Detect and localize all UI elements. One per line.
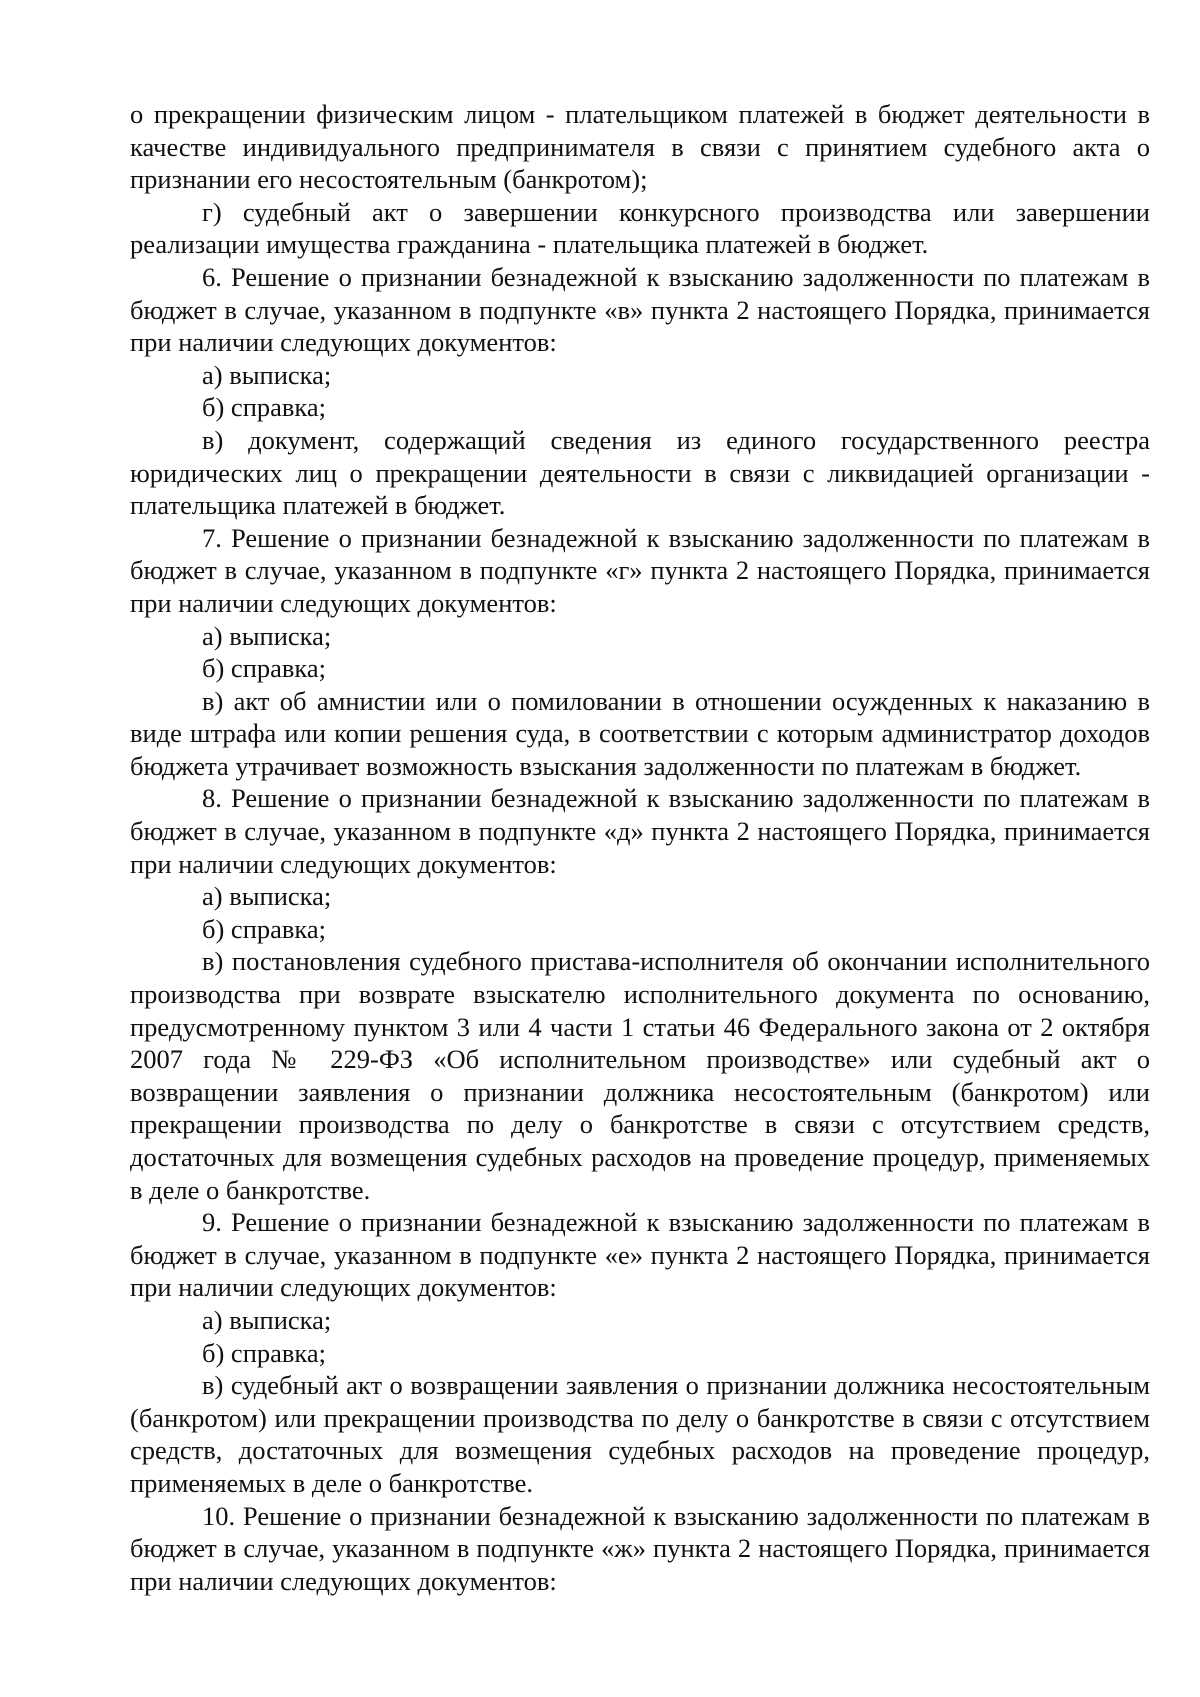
paragraph-clause-7: 7. Решение о признании безнадежной к взысканию задолженности по платежам в бюджет в случае, указанном в подпункте «г» пункта 2 настоящего Порядка, принимается при наличии следующих документов:	[130, 522, 1150, 618]
paragraph-clause-6-item-v: в) документ, содержащий сведения из единого государственного реестра юридических лиц о прекращении деятельности в связи с ликвидацией организации - плательщика платежей в бюджет.	[130, 424, 1150, 521]
paragraph-clause-10: 10. Решение о признании безнадежной к взысканию задолженности по платежам в бюджет в случае, указанном в подпункте «ж» пункта 2 настоящего Порядка, принимается при наличии следующих документов:	[130, 1500, 1150, 1596]
paragraph-clause-6-item-a: а) выписка;	[202, 359, 332, 390]
paragraph-clause-8: 8. Решение о признании безнадежной к взысканию задолженности по платежам в бюджет в случае, указанном в подпункте «д» пункта 2 настоящего Порядка, принимается при наличии следующих документов:	[130, 783, 1150, 879]
paragraph-clause-6-item-b: б) справка;	[202, 392, 326, 423]
paragraph-continuation-bankruptcy: о прекращении физическим лицом - плательщиком платежей в бюджет деятельности в качестве индивидуального предпринимателя в связи с принятием судебного акта о признании его несостоятельным (банкротом);	[130, 99, 1150, 195]
paragraph-clause-9: 9. Решение о признании безнадежной к взысканию задолженности по платежам в бюджет в случае, указанном в подпункте «е» пункта 2 настоящего Порядка, принимается при наличии следующих документов:	[130, 1207, 1150, 1303]
paragraph-clause-9-item-b: б) справка;	[202, 1337, 326, 1368]
paragraph-clause-9-item-a: а) выписка;	[202, 1304, 332, 1335]
paragraph-clause-9-item-v: в) судебный акт о возвращении заявления о признании должника несостоятельным (банкротом) или прекращении производства по делу о банкротстве в связи с отсутствием средств, достаточных для возмещения судебных расходов на проведение процедур, применяемых в деле о банкротстве.	[130, 1370, 1150, 1498]
paragraph-clause-7-item-v: в) акт об амнистии или о помиловании в отношении осужденных к наказанию в виде штрафа или копии решения суда, в соответствии с которым администратор доходов бюджета утрачивает возможность взыскания задолженности по платежам в бюджет.	[130, 685, 1150, 781]
paragraph-clause-8-item-a: а) выписка;	[202, 881, 332, 912]
paragraph-clause-7-item-b: б) справка;	[202, 653, 326, 684]
paragraph-clause-7-item-a: а) выписка;	[202, 620, 332, 651]
paragraph-clause-8-item-v: в) постановления судебного пристава-исполнителя об окончании исполнительного производства при возврате взыскателю исполнительного документа по основанию, предусмотренному пунктом 3 или 4 части 1 статьи 46 Федерального закона от 2 октября 2007 года № 229-ФЗ «Об исполнительном производстве» или судебный акт о возвращении заявления о признании должника несостоятельным (банкротом) или прекращении производства по делу о банкротстве в связи с отсутствием средств, достаточных для возмещения судебных расходов на проведение процедур, применяемых в деле о банкротстве.	[130, 946, 1150, 1205]
paragraph-clause-8-item-b: б) справка;	[202, 913, 326, 944]
paragraph-clause-6: 6. Решение о признании безнадежной к взысканию задолженности по платежам в бюджет в случае, указанном в подпункте «в» пункта 2 настоящего Порядка, принимается при наличии следующих документов:	[130, 261, 1150, 358]
paragraph-item-g-court-act: г) судебный акт о завершении конкурсного производства или завершении реализации имущества гражданина - плательщика платежей в бюджет.	[130, 196, 1150, 260]
